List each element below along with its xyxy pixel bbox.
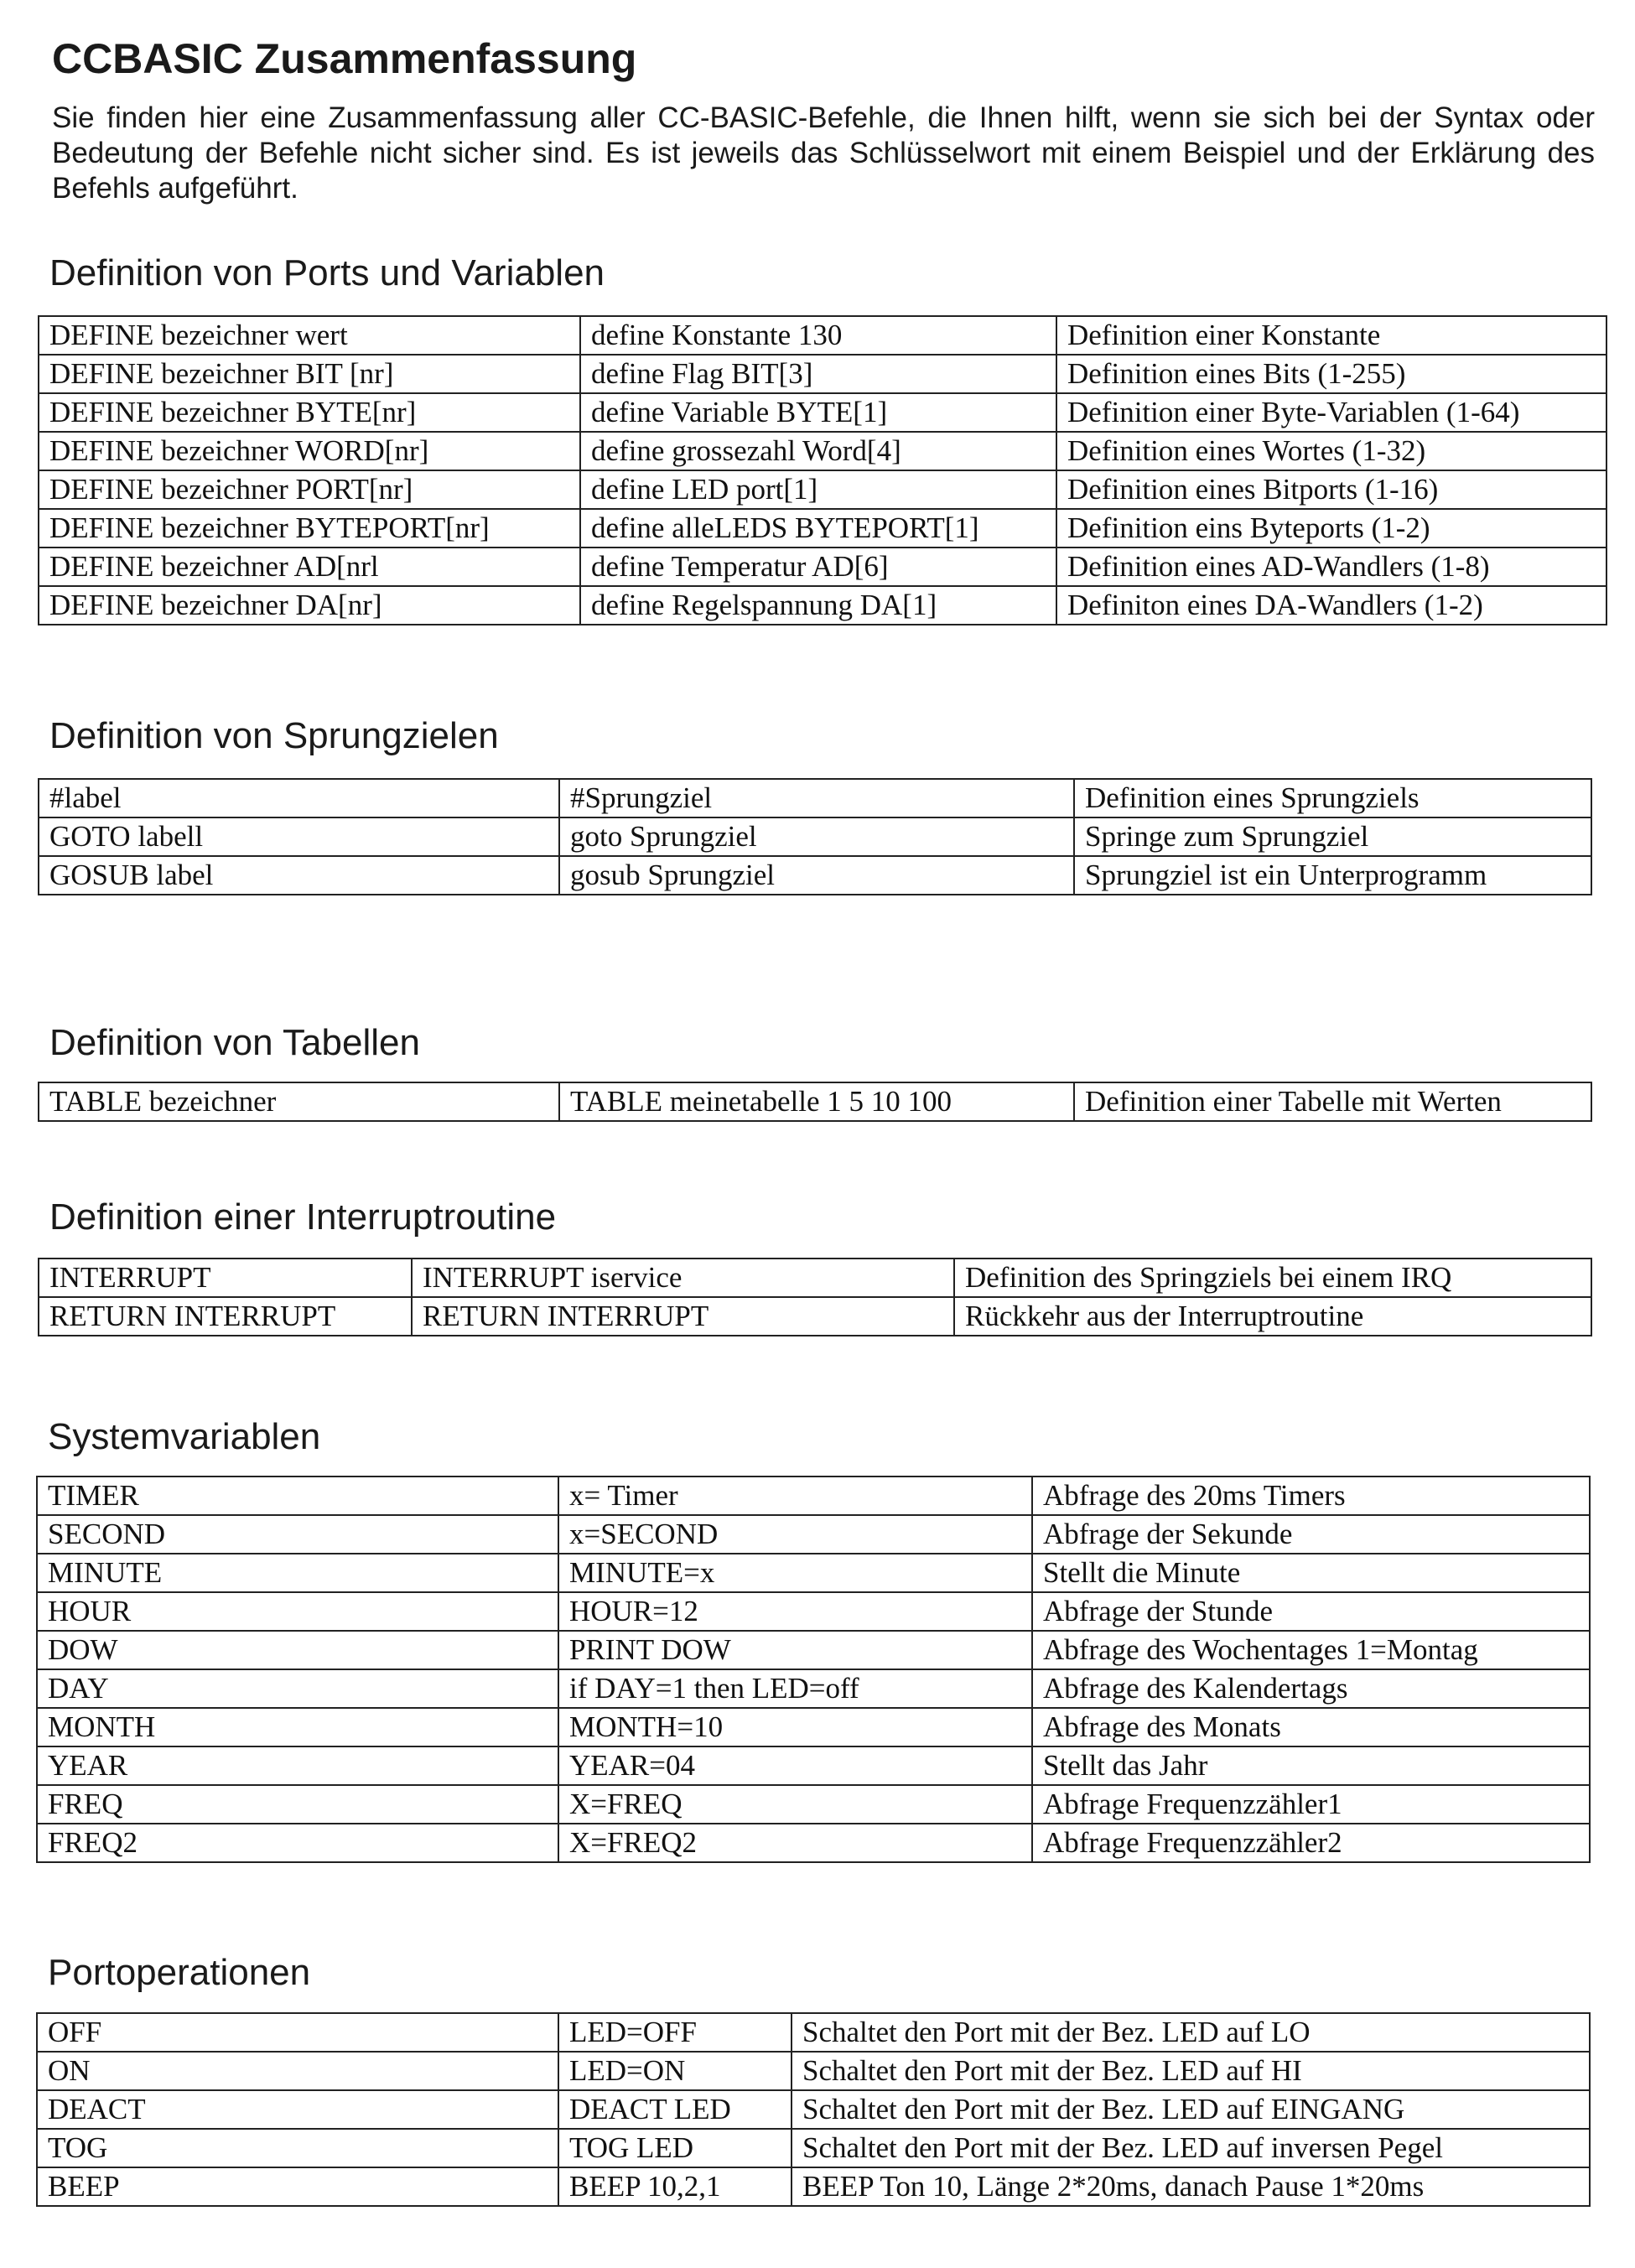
table-portoperationen <box>36 2012 1591 2207</box>
keyword-cell: RETURN INTERRUPT <box>39 1297 412 1336</box>
description-cell: Rückkehr aus der Interruptroutine <box>954 1297 1591 1336</box>
description-cell: Schaltet den Port mit der Bez. LED auf HI <box>792 2052 1590 2090</box>
table-row <box>37 1746 1590 1785</box>
keyword-cell: DEFINE bezeichner BYTE[nr] <box>39 393 580 432</box>
table-row <box>37 2129 1590 2167</box>
example-cell: define LED port[1] <box>580 470 1056 509</box>
description-cell: Abfrage der Stunde <box>1032 1592 1590 1631</box>
example-cell: X=FREQ2 <box>558 1824 1032 1862</box>
keyword-cell: DEFINE bezeichner BYTEPORT[nr] <box>39 509 580 548</box>
description-cell: Schaltet den Port mit der Bez. LED auf EINGANG <box>792 2090 1590 2129</box>
intro-paragraph: Sie finden hier eine Zusammenfassung aller CC-BASIC-Befehle, die Ihnen hilft, wenn sie sich bei der Syntax oder Bedeutung der Befehle nicht sicher sind. Es ist jeweils das Schlüsselwort mit einem Beispiel und der Erklärung des Befehls aufgeführt. <box>52 101 1595 205</box>
keyword-cell: HOUR <box>37 1592 558 1631</box>
description-cell: Definition eines Bitports (1-16) <box>1056 470 1606 509</box>
example-cell: X=FREQ <box>558 1785 1032 1824</box>
table-row <box>37 1631 1590 1669</box>
keyword-cell: MINUTE <box>37 1554 558 1592</box>
example-cell: MINUTE=x <box>558 1554 1032 1592</box>
keyword-cell: MONTH <box>37 1708 558 1746</box>
table-row <box>39 509 1606 548</box>
example-cell: LED=OFF <box>558 2013 792 2052</box>
example-cell: define Variable BYTE[1] <box>580 393 1056 432</box>
keyword-cell: DEFINE bezeichner wert <box>39 316 580 355</box>
description-cell: Abfrage des Kalendertags <box>1032 1669 1590 1708</box>
description-cell: Springe zum Sprungziel <box>1074 817 1591 856</box>
table-row <box>37 1477 1590 1515</box>
example-cell: x= Timer <box>558 1477 1032 1515</box>
description-cell: Definition des Springziels bei einem IRQ <box>954 1259 1591 1297</box>
keyword-cell: DOW <box>37 1631 558 1669</box>
description-cell: Definition eines AD-Wandlers (1-8) <box>1056 548 1606 586</box>
table-row <box>39 470 1606 509</box>
table-definition-von-tabellen <box>38 1082 1592 1122</box>
example-cell: #Sprungziel <box>559 779 1074 817</box>
description-cell: BEEP Ton 10, Länge 2*20ms, danach Pause 1*20ms <box>792 2167 1590 2206</box>
example-cell: DEACT LED <box>558 2090 792 2129</box>
table-row <box>39 355 1606 393</box>
table-row <box>39 1259 1591 1297</box>
keyword-cell: DEACT <box>37 2090 558 2129</box>
table-row <box>39 548 1606 586</box>
example-cell: TABLE meinetabelle 1 5 10 100 <box>559 1082 1074 1121</box>
description-cell: Stellt die Minute <box>1032 1554 1590 1592</box>
keyword-cell: ON <box>37 2052 558 2090</box>
table-row <box>37 2052 1590 2090</box>
keyword-cell: FREQ <box>37 1785 558 1824</box>
description-cell: Abfrage des Monats <box>1032 1708 1590 1746</box>
description-cell: Definition einer Byte-Variablen (1-64) <box>1056 393 1606 432</box>
section-heading-definition-von-tabellen: Definition von Tabellen <box>49 1022 420 1063</box>
keyword-cell: TIMER <box>37 1477 558 1515</box>
keyword-cell: DEFINE bezeichner AD[nrl <box>39 548 580 586</box>
example-cell: goto Sprungziel <box>559 817 1074 856</box>
description-cell: Abfrage Frequenzzähler2 <box>1032 1824 1590 1862</box>
keyword-cell: GOSUB label <box>39 856 559 895</box>
section-heading-portoperationen: Portoperationen <box>48 1952 311 1993</box>
table-row <box>39 316 1606 355</box>
keyword-cell: TABLE bezeichner <box>39 1082 559 1121</box>
keyword-cell: DEFINE bezeichner PORT[nr] <box>39 470 580 509</box>
table-row <box>39 586 1606 625</box>
keyword-cell: DEFINE bezeichner WORD[nr] <box>39 432 580 470</box>
description-cell: Schaltet den Port mit der Bez. LED auf inversen Pegel <box>792 2129 1590 2167</box>
example-cell: define Flag BIT[3] <box>580 355 1056 393</box>
example-cell: BEEP 10,2,1 <box>558 2167 792 2206</box>
section-heading-definition-von-ports-und-variablen: Definition von Ports und Variablen <box>49 252 605 293</box>
table-row <box>37 1785 1590 1824</box>
keyword-cell: DEFINE bezeichner BIT [nr] <box>39 355 580 393</box>
keyword-cell: YEAR <box>37 1746 558 1785</box>
table-definition-einer-interruptroutine <box>38 1258 1592 1336</box>
example-cell: if DAY=1 then LED=off <box>558 1669 1032 1708</box>
example-cell: TOG LED <box>558 2129 792 2167</box>
example-cell: YEAR=04 <box>558 1746 1032 1785</box>
description-cell: Definition eines Bits (1-255) <box>1056 355 1606 393</box>
table-systemvariablen <box>36 1476 1591 1863</box>
description-cell: Definition einer Tabelle mit Werten <box>1074 1082 1591 1121</box>
description-cell: Abfrage des 20ms Timers <box>1032 1477 1590 1515</box>
keyword-cell: DAY <box>37 1669 558 1708</box>
table-row <box>37 1554 1590 1592</box>
description-cell: Abfrage des Wochentages 1=Montag <box>1032 1631 1590 1669</box>
description-cell: Definiton eines DA-Wandlers (1-2) <box>1056 586 1606 625</box>
table-row <box>37 2167 1590 2206</box>
example-cell: LED=ON <box>558 2052 792 2090</box>
keyword-cell: BEEP <box>37 2167 558 2206</box>
section-heading-definition-von-sprungzielen: Definition von Sprungzielen <box>49 715 499 756</box>
description-cell: Abfrage Frequenzzähler1 <box>1032 1785 1590 1824</box>
example-cell: define Konstante 130 <box>580 316 1056 355</box>
example-cell: RETURN INTERRUPT <box>412 1297 954 1336</box>
table-row <box>37 2090 1590 2129</box>
keyword-cell: GOTO labell <box>39 817 559 856</box>
example-cell: define Temperatur AD[6] <box>580 548 1056 586</box>
example-cell: define Regelspannung DA[1] <box>580 586 1056 625</box>
table-row <box>39 779 1591 817</box>
table-definition-von-ports-und-variablen <box>38 315 1607 625</box>
table-row <box>39 817 1591 856</box>
table-definition-von-sprungzielen <box>38 778 1592 895</box>
example-cell: gosub Sprungziel <box>559 856 1074 895</box>
section-heading-systemvariablen: Systemvariablen <box>48 1416 321 1457</box>
page-title: CCBASIC Zusammenfassung <box>52 35 637 82</box>
example-cell: HOUR=12 <box>558 1592 1032 1631</box>
example-cell: define alleLEDS BYTEPORT[1] <box>580 509 1056 548</box>
description-cell: Definition einer Konstante <box>1056 316 1606 355</box>
keyword-cell: TOG <box>37 2129 558 2167</box>
description-cell: Schaltet den Port mit der Bez. LED auf LO <box>792 2013 1590 2052</box>
table-row <box>39 393 1606 432</box>
table-row <box>37 2013 1590 2052</box>
keyword-cell: SECOND <box>37 1515 558 1554</box>
table-row <box>37 1592 1590 1631</box>
example-cell: define grossezahl Word[4] <box>580 432 1056 470</box>
table-row <box>39 1082 1591 1121</box>
keyword-cell: OFF <box>37 2013 558 2052</box>
description-cell: Sprungziel ist ein Unterprogramm <box>1074 856 1591 895</box>
keyword-cell: DEFINE bezeichner DA[nr] <box>39 586 580 625</box>
example-cell: x=SECOND <box>558 1515 1032 1554</box>
table-row <box>37 1708 1590 1746</box>
keyword-cell: FREQ2 <box>37 1824 558 1862</box>
example-cell: MONTH=10 <box>558 1708 1032 1746</box>
table-row <box>39 1297 1591 1336</box>
example-cell: PRINT DOW <box>558 1631 1032 1669</box>
example-cell: INTERRUPT iservice <box>412 1259 954 1297</box>
table-row <box>39 432 1606 470</box>
section-heading-definition-einer-interruptroutine: Definition einer Interruptroutine <box>49 1196 557 1238</box>
description-cell: Definition eins Byteports (1-2) <box>1056 509 1606 548</box>
description-cell: Abfrage der Sekunde <box>1032 1515 1590 1554</box>
table-row <box>39 856 1591 895</box>
table-row <box>37 1824 1590 1862</box>
table-row <box>37 1515 1590 1554</box>
keyword-cell: #label <box>39 779 559 817</box>
description-cell: Stellt das Jahr <box>1032 1746 1590 1785</box>
description-cell: Definition eines Sprungziels <box>1074 779 1591 817</box>
description-cell: Definition eines Wortes (1-32) <box>1056 432 1606 470</box>
table-row <box>37 1669 1590 1708</box>
keyword-cell: INTERRUPT <box>39 1259 412 1297</box>
